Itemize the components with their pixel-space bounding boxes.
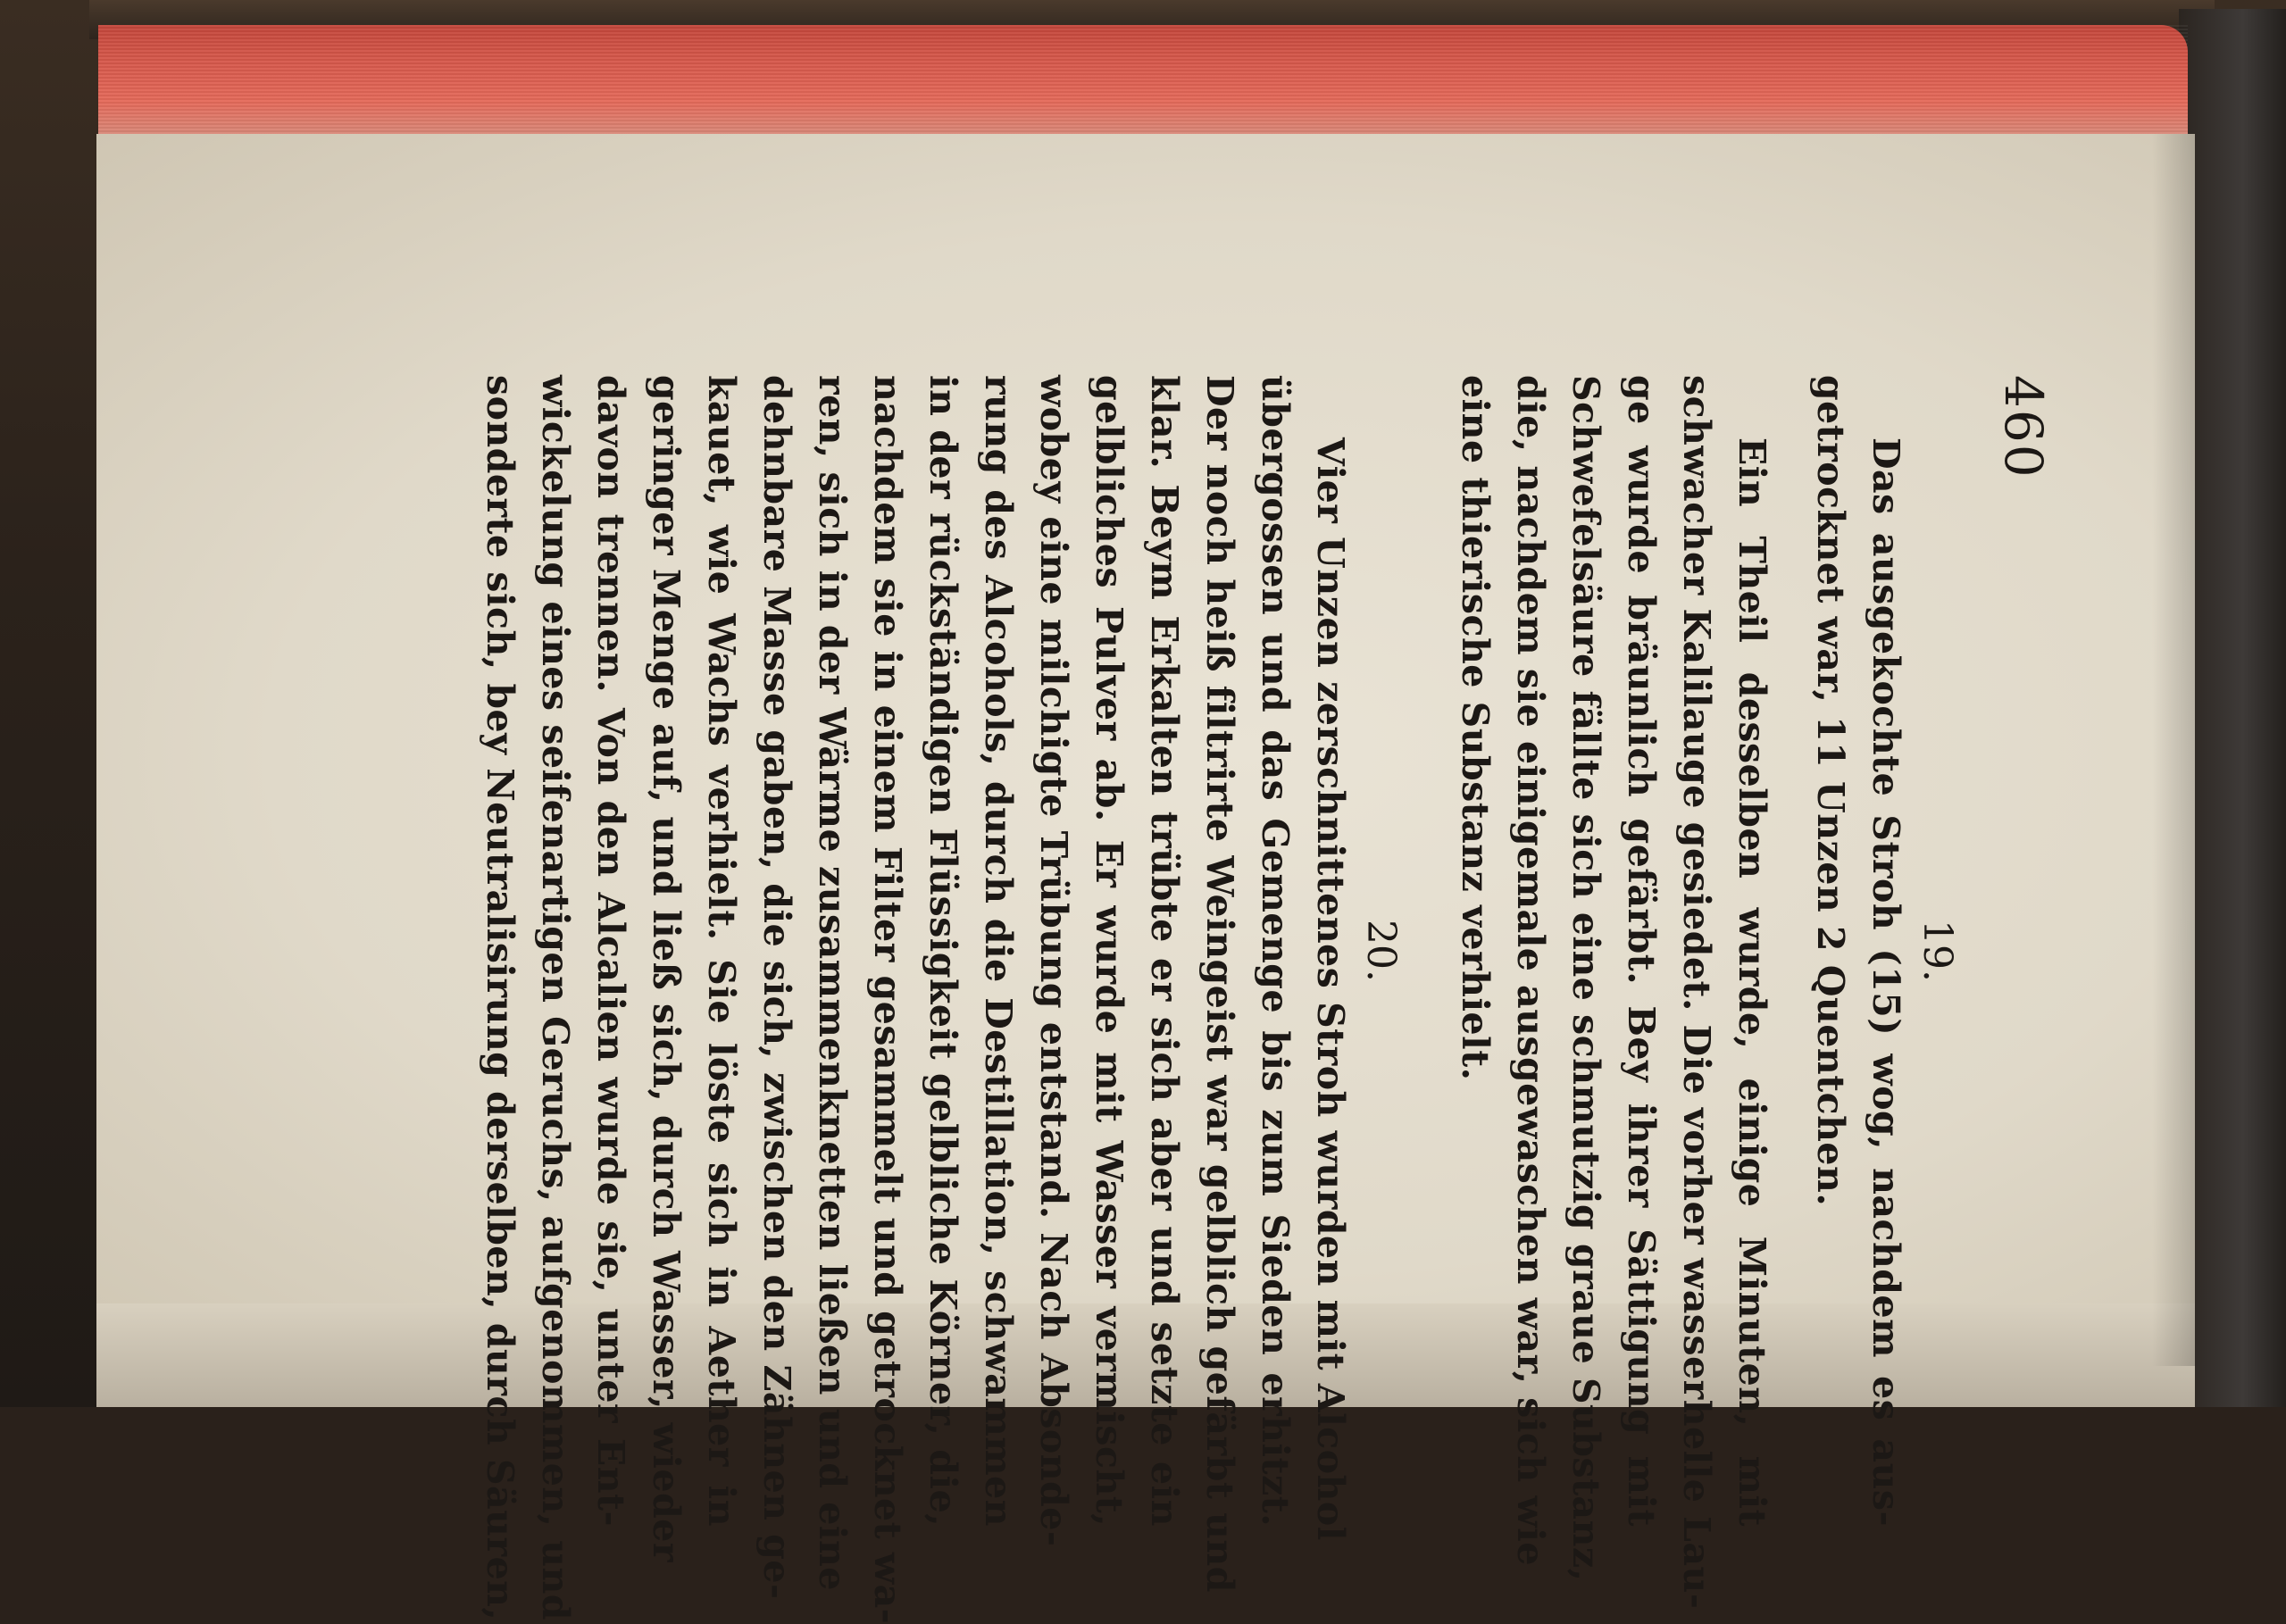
- text-line: wickelung eines seifenartigen Geruchs, aufgenommen, und: [534, 375, 577, 1620]
- text-line: Das ausgekochte Stroh (15) wog, nachdem es aus-: [1865, 437, 1907, 1527]
- page-number: 460: [1993, 375, 2054, 479]
- text-line: wobey eine milchigte Trübung entstand. Nach Absonde-: [1032, 375, 1075, 1547]
- rotated-text-block: [304, 375, 2054, 1624]
- text-line: davon trennen. Von den Alcalien wurde sie, unter Ent-: [589, 375, 632, 1527]
- text-line: dehnbare Masse gaben, die sich, zwischen den Zähnen ge-: [755, 375, 798, 1600]
- text-line: sonderte sich, bey Neutralisirung derselben, durch Säuren,: [479, 375, 521, 1621]
- text-line: ge wurde bräunlich gefärbt. Bey ihrer Sättigung mit: [1620, 375, 1663, 1527]
- book-spine: [2179, 9, 2286, 1407]
- text-line: rung des Alcohols, durch die Destillation, schwammen: [977, 375, 1020, 1527]
- text-line: Vier Unzen zerschnittenes Stroh wurden mit Alcohol: [1309, 437, 1352, 1541]
- section-heading-20: 20.: [1358, 920, 1404, 982]
- text-line: die, nachdem sie einigemale ausgewaschen war, sich wie: [1509, 375, 1552, 1566]
- page-gutter-shadow: [2152, 134, 2195, 1366]
- text-line: gelbliches Pulver ab. Er wurde mit Wasser vermischt,: [1088, 375, 1130, 1527]
- page-edges-red: [98, 25, 2188, 143]
- text-line: ren, sich in der Wärme zusammenknetten ließen und eine: [811, 375, 854, 1591]
- text-line: eine thierische Substanz verhielt.: [1454, 375, 1497, 1081]
- text-line: getrocknet war, 11 Unzen 2 Quentchen.: [1809, 375, 1852, 1207]
- text-line: schwacher Kalilauge gesiedet. Die vorher wasserhelle Lau-: [1675, 375, 1718, 1610]
- section-heading-19: 19.: [1915, 920, 1960, 982]
- text-line: kauet, wie Wachs verhielt. Sie löste sich in Aether in: [700, 375, 743, 1527]
- page-edge-stripes: [98, 25, 2188, 143]
- text-line: Schwefelsäure fällte sich eine schmutzig graue Substanz,: [1564, 375, 1607, 1582]
- text-line: Ein Theil desselben wurde, einige Minuten, mit: [1731, 437, 1773, 1527]
- text-line: in der rückständigen Flüssigkeit gelbliche Körner, die,: [922, 375, 964, 1527]
- text-line: Der noch heiß filtrirte Weingeist war gelblich gefärbt und: [1198, 375, 1241, 1593]
- text-line: nachdem sie in einem Filter gesammelt und getrocknet wa-: [866, 375, 909, 1624]
- text-line: klar. Beym Erkalten trübte er sich aber und setzte ein: [1143, 375, 1186, 1527]
- text-line: geringer Menge auf, und ließ sich, durch Wasser, wieder: [645, 375, 688, 1562]
- text-line: übergossen und das Gemenge bis zum Sieden erhitzt.: [1254, 375, 1297, 1527]
